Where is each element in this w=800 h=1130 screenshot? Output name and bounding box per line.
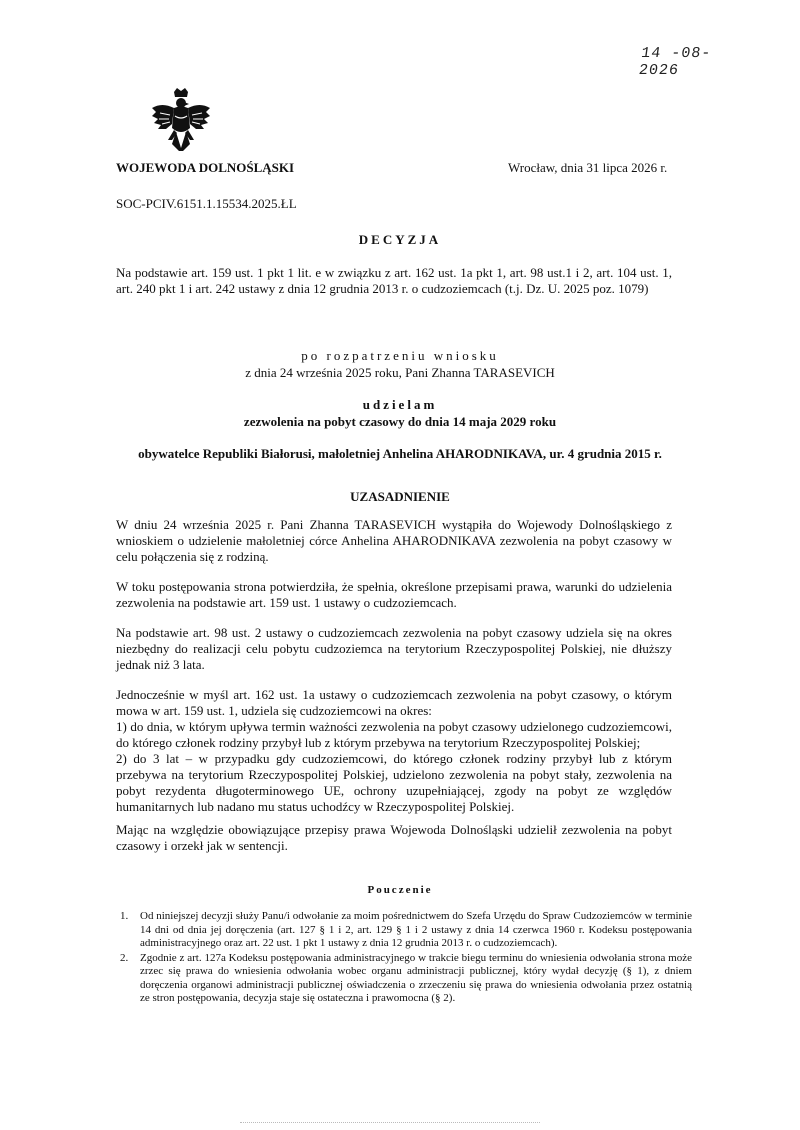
instruction-list xyxy=(120,910,692,1007)
place-and-date: Wrocław, dnia 31 lipca 2026 r. xyxy=(508,160,668,175)
justification-paragraph-3 xyxy=(116,625,672,673)
list-item xyxy=(120,910,692,951)
footer-divider xyxy=(240,1122,540,1123)
justification-text: W toku postępowania strona potwierdziła, że spełnia, określone przepisami prawa, warunki do udzielenia zezwolenia na podstawie art. 159 ust. 1 ustawy o cudzoziemcach. xyxy=(116,579,672,610)
polish-eagle-emblem-icon xyxy=(150,88,212,156)
justification-paragraph-5 xyxy=(116,822,672,854)
grant-line-1: udzielam xyxy=(362,397,438,412)
legal-basis: Na podstawie art. 159 ust. 1 pkt 1 lit. e w związku z art. 162 ust. 1a pkt 1, art. 98 ust.1 i 2, art. 104 ust. 1, art. 240 pkt 1 i art. 242 ustawy z dnia 12 grudnia 2013 r. o cudzoziemcach (t.j. Dz. U. 2025 poz. 1079) xyxy=(116,265,672,296)
list-item-number: 2. xyxy=(120,951,129,964)
justification-paragraph-4 xyxy=(116,687,672,815)
list-item-text: Od niniejszej decyzji służy Panu/i odwołanie za moim pośrednictwem do Szefa Urzędu do Spraw Cudzoziemców w terminie 14 dni od dnia jej doręczenia (art. 127 § 1 i 2, art. 129 § 1 i 2 ustawy z dnia 14 czerwca 1960 r. Kodeksu postępowania administracyjnego oraz art. 22 ust. 1 pkt 1 ustawy z dnia 12 grudnia 2013 r. o cudzoziemcach). xyxy=(140,910,692,949)
justification-heading: UZASADNIENIE xyxy=(350,489,450,504)
list-item-text: Zgodnie z art. 127a Kodeksu postępowania administracyjnego w trakcie biegu terminu do wniesienia odwołania strona może zrzec się prawa do wniesienia odwołania wobec organu administracji publicznej, który wydał decyzję (§ 1), z dniem doręczenia organowi administracji publicznej oświadczenia o zrzeczeniu się prawa do wniesienia odwołania przez ostatnią ze stron postępowania, decyzja staje się ostateczna i prawomocna (§ 2). xyxy=(140,951,692,1004)
justification-text: W dniu 24 września 2025 r. Pani Zhanna TARASEVICH wystąpiła do Wojewody Dolnośląskiego z wnioskiem o udzielenie małoletniej córce Anhelina AHARODNIKAVA zezwolenia na pobyt czasowy w celu połączenia się z rodziną. xyxy=(116,517,672,564)
instruction-heading: Pouczenie xyxy=(367,884,433,896)
grant-recipient: obywatelce Republiki Białorusi, małoletniej Anhelina AHARODNIKAVA, ur. 4 grudnia 2015 r. xyxy=(138,446,662,461)
consideration-line-2: z dnia 24 września 2025 roku, Pani Zhanna TARASEVICH xyxy=(245,365,555,380)
justification-paragraph-2 xyxy=(116,579,672,611)
justification-list-item: 2) do 3 lat – w przypadku gdy cudzoziemcowi, do którego członek rodziny przybył lub z którym przebywa na terytorium Rzeczypospolitej Polskiej, udzielono zezwolenia na pobyt stały, zezwolenia na pobyt rezydenta długoterminowego UE, ochrony uzupełniającej, zgody na pobyt ze względów humanitarnych lub nadano mu status uchodźcy w Rzeczypospolitej Polskiej. xyxy=(116,751,672,814)
justification-list-item: 1) do dnia, w którym upływa termin ważności zezwolenia na pobyt czasowy udzielonego cudzoziemcowi, do którego członek rodziny przybył lub z którym przebywa na terytorium Rzeczypospolitej Polskiej; xyxy=(116,719,672,750)
grant-line-2: zezwolenia na pobyt czasowy do dnia 14 maja 2029 roku xyxy=(243,414,557,429)
justification-text: Na podstawie art. 98 ust. 2 ustawy o cudzoziemcach zezwolenia na pobyt czasowy udziela się na okres niezbędny do realizacji celu pobytu cudzoziemca na terytorium Rzeczypospolitej Polskiej, nie dłuższy jednak niż 3 lata. xyxy=(116,625,672,672)
justification-text: Mając na względzie obowiązujące przepisy prawa Wojewoda Dolnośląski udzielił zezwolenia na pobyt czasowy i orzekł jak w sentencji. xyxy=(116,822,672,853)
list-item-number: 1. xyxy=(120,910,129,922)
grant-block xyxy=(0,396,800,430)
justification-text: Jednocześnie w myśl art. 162 ust. 1a ustawy o cudzoziemcach zezwolenia na pobyt czasowy, o którym mowa w art. 159 ust. 1, udziela się cudzoziemcowi na okres: xyxy=(116,687,672,718)
received-date-stamp: 14 -08- 2026 xyxy=(637,45,713,79)
consideration-block xyxy=(0,347,800,381)
document-title: DECYZJA xyxy=(358,232,442,247)
issuing-authority: WOJEWODA DOLNOŚLĄSKI xyxy=(116,160,295,175)
list-item xyxy=(120,952,692,1006)
case-number: SOC-PCIV.6151.1.15534.2025.ŁL xyxy=(116,196,297,211)
consideration-line-1: po rozpatrzeniu wniosku xyxy=(301,348,499,363)
justification-paragraph-1 xyxy=(116,517,672,565)
